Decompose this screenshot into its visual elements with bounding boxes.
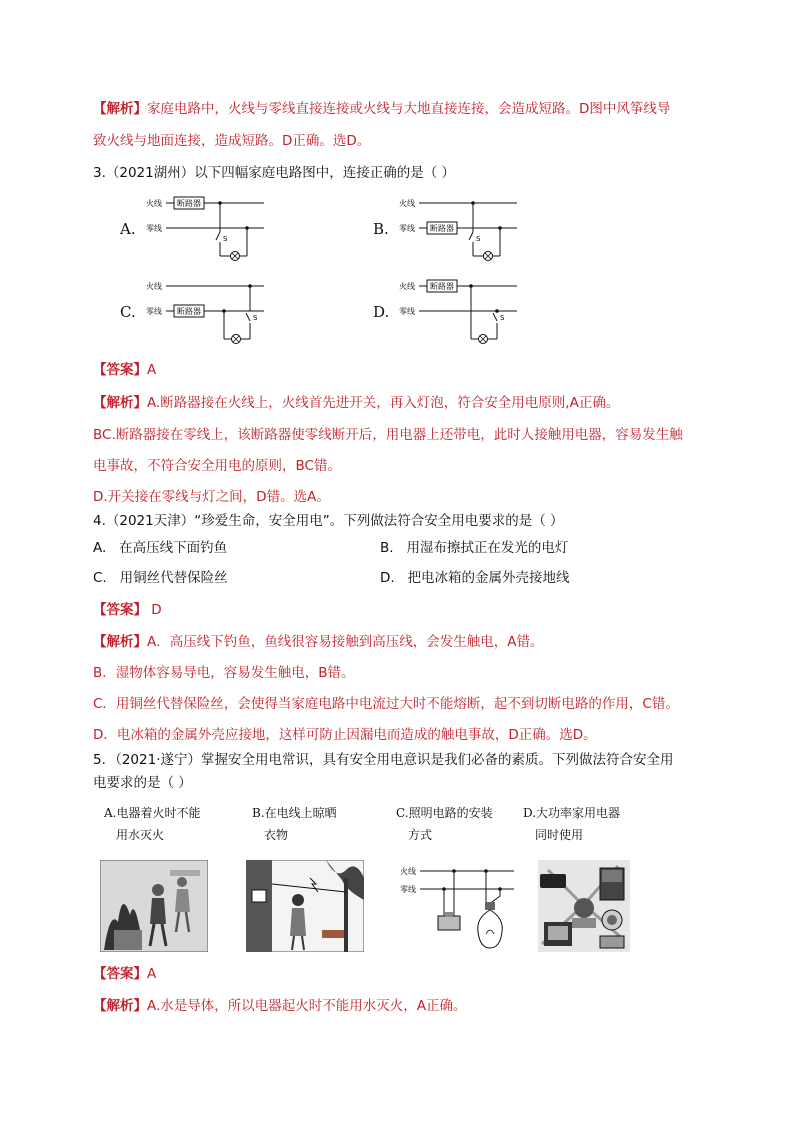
svg-text:火线: 火线 <box>399 199 415 208</box>
q3-circuit-b <box>393 192 523 264</box>
q3-analysis-line4: D.开关接在零线与灯之间，D错。选A。 <box>93 489 330 505</box>
q3-circuit-c <box>140 275 270 347</box>
svg-text:零线: 零线 <box>400 885 416 894</box>
q3-option-a-letter: A. <box>120 220 136 238</box>
svg-text:S: S <box>476 235 481 243</box>
q4-answer: 【答案】 D <box>93 602 162 618</box>
svg-text:零线: 零线 <box>146 307 162 316</box>
q5-picture-b-laundry-scene <box>246 860 364 952</box>
q5-answer: 【答案】A <box>93 966 157 982</box>
q4-answer-value: D <box>151 602 162 618</box>
q4-analysis-line3: C．用铜丝代替保险丝，会使得当家庭电路中电流过大时不能熔断，起不到切断电路的作用，C错。 <box>93 696 679 712</box>
q5-analysis: 【解析】A.水是导体，所以电器起火时不能用水灭火，A正确。 <box>93 998 467 1014</box>
q3-option-c-letter: C. <box>120 303 136 321</box>
q5-picture-c-lighting-circuit <box>398 860 516 952</box>
svg-text:零线: 零线 <box>399 224 415 233</box>
q5-caption-c: C.照明电路的安装 方式 <box>396 806 493 842</box>
q3-answer: 【答案】A <box>93 362 157 378</box>
svg-text:零线: 零线 <box>146 224 162 233</box>
svg-text:火线: 火线 <box>399 282 415 291</box>
q5-answer-value: A <box>147 966 157 982</box>
q5-caption-d: D.大功率家用电器 同时使用 <box>523 806 621 842</box>
svg-text:S: S <box>223 235 228 243</box>
q3-analysis-line3: 电事故，不符合安全用电的原则，BC错。 <box>93 458 341 474</box>
q5-caption-a: A.电器着火时不能 用水灭火 <box>104 806 201 842</box>
svg-text:S: S <box>253 314 258 322</box>
q3-circuit-a <box>140 192 270 264</box>
q5-picture-a-fire-scene <box>100 860 208 952</box>
q4-option-d: D. 把电冰箱的金属外壳接地线 <box>380 570 570 586</box>
q3-option-b-letter: B. <box>373 220 389 238</box>
q5-caption-b: B.在电线上晾晒 衣物 <box>252 806 337 842</box>
svg-text:零线: 零线 <box>399 307 415 316</box>
svg-text:火线: 火线 <box>146 282 162 291</box>
q3-analysis-line1: 【解析】A.断路器接在火线上，火线首先进开关，再入灯泡，符合安全用电原则,A正确。 <box>93 395 620 411</box>
q3-answer-value: A <box>147 362 157 378</box>
svg-text:S: S <box>500 314 505 322</box>
svg-text:断路器: 断路器 <box>430 224 454 233</box>
q5-picture-d-appliances <box>538 860 630 952</box>
svg-text:断路器: 断路器 <box>177 307 201 316</box>
intro-analysis-line2: 致火线与地面连接，造成短路。D正确。选D。 <box>93 133 371 149</box>
q4-option-c: C. 用铜丝代替保险丝 <box>93 570 228 586</box>
q3-analysis-line2: BC.断路器接在零线上，该断路器使零线断开后，用电器上还带电，此时人接触用电器，容易发生触 <box>93 427 683 443</box>
q4-analysis-line1: 【解析】A．高压线下钓鱼，鱼线很容易接触到高压线，会发生触电，A错。 <box>93 634 544 650</box>
q5-stem-line1: 5．（2021·遂宁）掌握安全用电常识，具有安全用电意识是我们必备的素质。下列做法符合安全用 <box>93 752 674 768</box>
q4-stem: 4.（2021天津）“珍爱生命，安全用电”。下列做法符合安全用电要求的是（ ） <box>93 513 564 529</box>
intro-analysis-line1: 【解析】家庭电路中，火线与零线直接连接或火线与大地直接连接，会造成短路。D图中风筝线导 <box>93 101 671 117</box>
analysis-tag: 【解析】 <box>93 101 147 117</box>
svg-text:断路器: 断路器 <box>430 282 454 291</box>
svg-text:火线: 火线 <box>146 199 162 208</box>
q3-option-d-letter: D. <box>373 303 390 321</box>
q4-analysis-line4: D．电冰箱的金属外壳应接地，这样可防止因漏电而造成的触电事故，D正确。选D。 <box>93 727 597 743</box>
q4-option-b: B. 用湿布擦拭正在发光的电灯 <box>380 540 569 556</box>
q4-option-a: A. 在高压线下面钓鱼 <box>93 540 228 556</box>
svg-text:火线: 火线 <box>400 867 416 876</box>
q4-analysis-line2: B．湿物体容易导电，容易发生触电，B错。 <box>93 665 355 681</box>
q3-circuit-d <box>393 275 523 347</box>
q5-stem-line2: 电要求的是（ ） <box>93 775 192 791</box>
q3-stem: 3.（2021湖州）以下四幅家庭电路图中，连接正确的是（ ） <box>93 165 456 181</box>
svg-text:断路器: 断路器 <box>177 199 201 208</box>
